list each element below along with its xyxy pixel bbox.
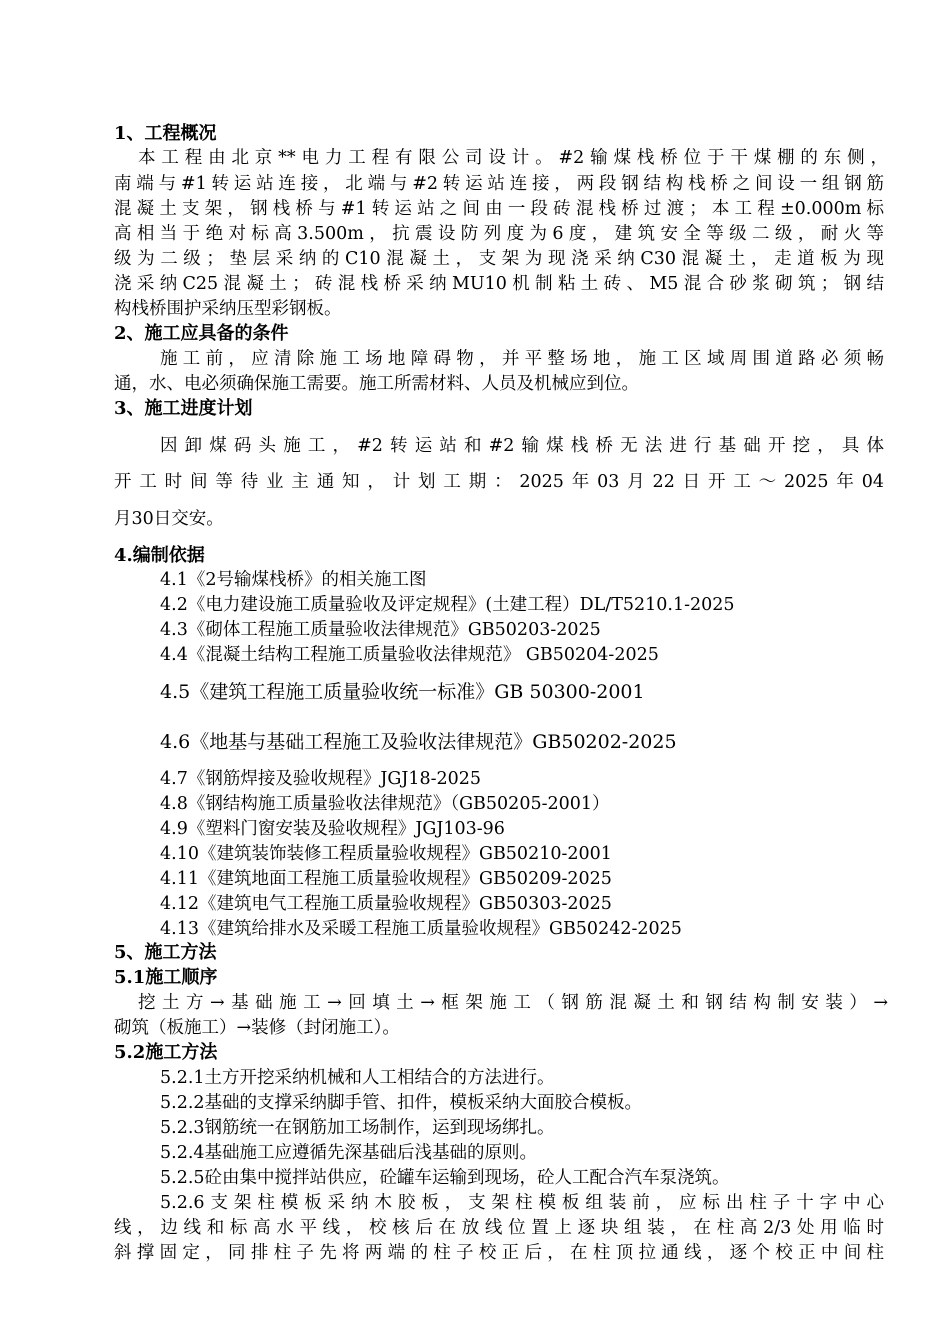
reference-item-6: 4.6《地基与基础工程施工及验收法律规范》GB50202-2025 (160, 731, 677, 753)
method-para-line-2: 线，边线和标高水平线，校核后在放线位置上逐块组装，在柱高2/3处用临时 (114, 1218, 884, 1238)
section-2-line-1: 施工前，应清除施工场地障碍物，并平整场地，施工区域周围道路必须畅 (160, 349, 884, 369)
section-3-line-1: 因卸煤码头施工，#2转运站和#2输煤栈桥无法进行基础开挖，具体 (160, 436, 884, 456)
section-1-line-2: 南端与#1转运站连接，北端与#2转运站连接，两段钢结构栈桥之间设一组钢筋 (114, 174, 884, 194)
reference-item-4: 4.4《混凝土结构工程施工质量验收法律规范》 GB50204-2025 (160, 645, 659, 665)
section-2-heading: 2、施工应具备的条件 (114, 323, 289, 344)
section-1-line-1: 本工程由北京**电力工程有限公司设计。#2输煤栈桥位于干煤棚的东侧， (138, 148, 888, 168)
reference-item-3: 4.3《砌体工程施工质量验收法律规范》GB50203-2025 (160, 620, 601, 640)
method-item-1: 5.2.1土方开挖采纳机械和人工相结合的方法进行。 (160, 1068, 555, 1088)
reference-item-8: 4.8《钢结构施工质量验收法律规范》（GB50205-2001） (160, 794, 610, 814)
reference-item-12: 4.12《建筑电气工程施工质量验收规程》GB50303-2025 (160, 894, 612, 914)
section-2-line-2: 通，水、电必须确保施工需要。施工所需材料、人员及机械应到位。 (114, 374, 639, 394)
method-item-5: 5.2.5砼由集中搅拌站供应，砼罐车运输到现场，砼人工配合汽车泵浇筑。 (160, 1168, 730, 1188)
section-3-line-3: 月30日交安。 (114, 509, 224, 529)
reference-item-11: 4.11《建筑地面工程施工质量验收规程》GB50209-2025 (160, 869, 612, 889)
section-1-line-5: 级为二级；垫层采纳的C10混凝土，支架为现浇采纳C30混凝土，走道板为现 (114, 249, 884, 269)
section-5-heading: 5、施工方法 (114, 942, 217, 963)
reference-item-7: 4.7《钢筋焊接及验收规程》JGJ18-2025 (160, 769, 482, 789)
method-para-line-1: 5.2.6支架柱模板采纳木胶板，支架柱模板组装前，应标出柱子十字中心 (160, 1193, 884, 1213)
section-5-1-line-1: 挖土方→基础施工→回填土→框架施工（钢筋混凝土和钢结构制安装）→ (138, 993, 888, 1013)
reference-item-9: 4.9《塑料门窗安装及验收规程》JGJ103-96 (160, 819, 505, 839)
method-item-3: 5.2.3钢筋统一在钢筋加工场制作，运到现场绑扎。 (160, 1118, 555, 1138)
section-1-line-7: 构栈桥围护采纳压型彩钢板。 (114, 299, 342, 319)
section-1-heading: 1、工程概况 (114, 123, 217, 144)
section-1-line-3: 混凝土支架，钢栈桥与#1转运站之间由一段砖混栈桥过渡；本工程±0.000m标 (114, 199, 884, 219)
reference-item-1: 4.1《2号输煤栈桥》的相关施工图 (160, 570, 427, 590)
reference-item-5: 4.5《建筑工程施工质量验收统一标准》GB 50300-2001 (160, 681, 645, 703)
section-4-heading: 4.编制依据 (114, 545, 205, 566)
method-item-4: 5.2.4基础施工应遵循先深基础后浅基础的原则。 (160, 1143, 538, 1163)
reference-item-10: 4.10《建筑装饰装修工程质量验收规程》GB50210-2001 (160, 844, 612, 864)
section-5-2-heading: 5.2施工方法 (114, 1042, 218, 1063)
section-1-line-6: 浇采纳C25混凝土；砖混栈桥采纳MU10机制粘土砖、M5混合砂浆砌筑；钢结 (114, 274, 884, 294)
reference-item-13: 4.13《建筑给排水及采暖工程施工质量验收规程》GB50242-2025 (160, 919, 682, 939)
section-3-line-2: 开工时间等待业主通知，计划工期：2025年03月22日开工～2025年04 (114, 472, 884, 492)
section-3-heading: 3、施工进度计划 (114, 398, 253, 419)
section-5-1-line-2: 砌筑（板施工）→装修（封闭施工）。 (114, 1018, 400, 1038)
section-1-line-4: 高相当于绝对标高3.500m，抗震设防列度为6度，建筑安全等级二级，耐火等 (114, 224, 884, 244)
section-5-1-heading: 5.1施工顺序 (114, 967, 218, 988)
method-para-line-3: 斜撑固定，同排柱子先将两端的柱子校正后，在柱顶拉通线，逐个校正中间柱 (114, 1243, 884, 1263)
reference-item-2: 4.2《电力建设施工质量验收及评定规程》(土建工程）DL/T5210.1-2025 (160, 595, 735, 615)
method-item-2: 5.2.2基础的支撑采纳脚手管、扣件，模板采纳大面胶合模板。 (160, 1093, 643, 1113)
